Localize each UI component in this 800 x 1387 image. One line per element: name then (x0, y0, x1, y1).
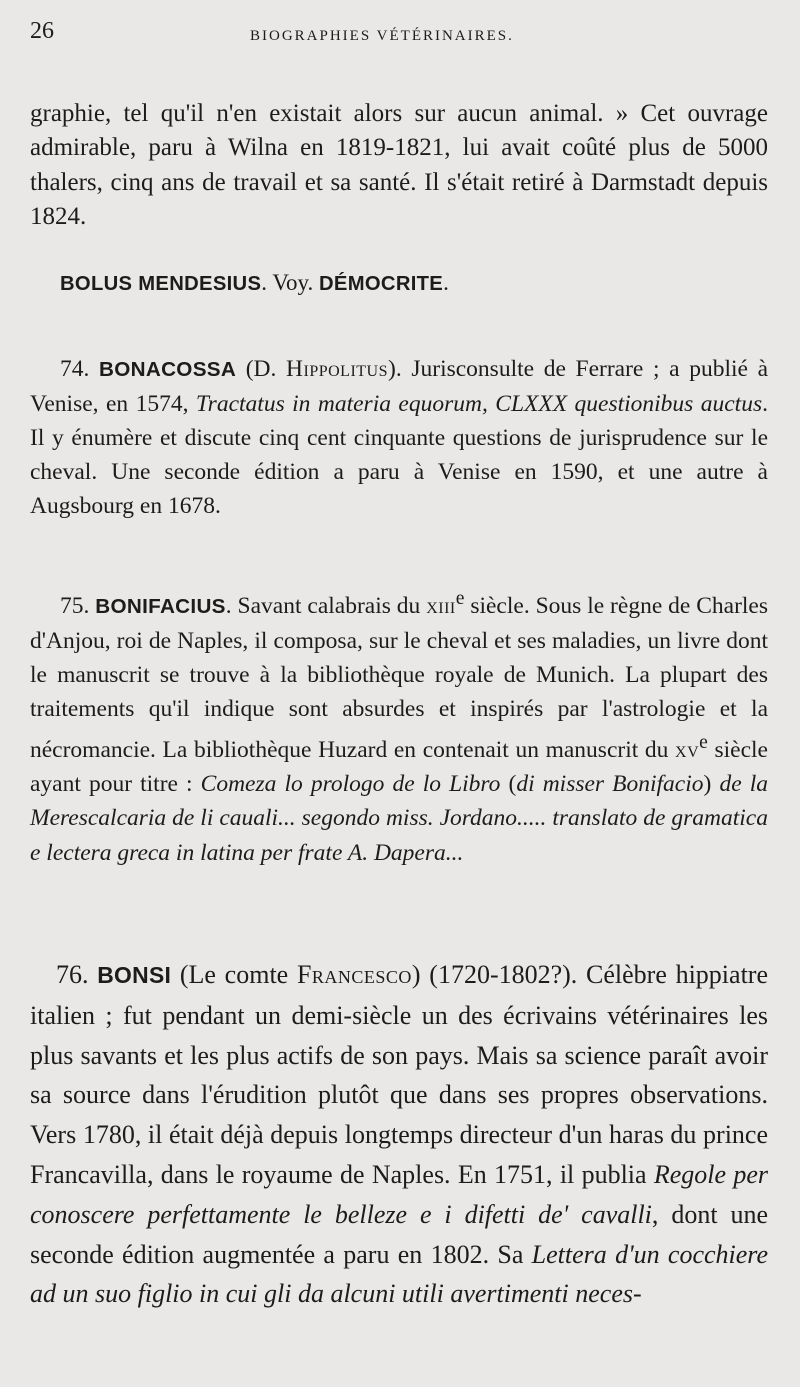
page-header (30, 18, 770, 48)
work-title: Comeza lo prologo de lo Libro (200, 771, 501, 798)
continued-paragraph: graphie, tel qu'il n'en existait alors sur aucun animal. » Cet ouvrage admirable, paru à Wilna en 1819-1821, lui avait coûté plus de 5000 thalers, cinq ans de travail et sa santé. Il s'était retiré à Darmstadt depuis 1824. (30, 100, 768, 231)
page-number: 26 (30, 18, 54, 44)
cross-reference-label: . Voy. (261, 270, 319, 295)
work-title: Regole per conoscere perfettamente le belleze e i difetti de' cavalli (30, 1159, 768, 1229)
entry-75-bonifacius: 75. BONIFACIUS. Savant calabrais du xiii$^e$ siècle. Sous le règne de Charles d'Anjou, roi de Naples, il composa, sur le cheval et ses maladies, un livre dont le manuscrit se trouve à la bibliothèque royale de Munich. La plupart des traitements qu'il indique sont absurdes et inspirés par l'astrologie et la nécromancie. La bibliothèque Huzard en contenait un manuscrit du $xv^e$ siècle ayant pour titre : Comeza lo prologo de lo Libro (di misser Bonifacio) de la Merescalcaria de li cauali... segondo miss. Jordano..... translato de gramatica e lectera greca in latina per frate A. Dapera... (30, 587, 769, 866)
cross-reference-target: DÉMOCRITE (319, 273, 444, 295)
work-title: Tractatus in materia equorum, CLXXX questionibus auctus (195, 390, 763, 417)
work-title: Lettera d'un cocchiere ad un suo figlio in cui gli da alcuni utili avertimenti neces- (30, 1239, 768, 1309)
cross-reference-bolus: BOLUS MENDESIUS. Voy. DÉMOCRITE. (60, 270, 449, 295)
entry-number: 76. (56, 960, 98, 989)
work-title: de la Merescalcaria de li cauali... segondo miss. Jordano..... translato de gramatica e lectera greca in latina per frate A. Dapera... (30, 771, 768, 866)
given-name: Hippolitus (286, 355, 389, 382)
entry-name: BOLUS MENDESIUS (60, 273, 262, 295)
entry-74-bonacossa: 74. BONACOSSA (D. Hippolitus). Jurisconsulte de Ferrare ; a publié à Venise, en 1574, Tractatus in materia equorum, CLXXX questionibus auctus. Il y énumère et discute cinq cent cinquante questions de jurisprudence sur le cheval. Une seconde édition a paru à Venise en 1590, et une autre à Augsbourg en 1678. (30, 355, 769, 520)
entry-number: 74. (60, 355, 100, 382)
work-title: di misser Bonifacio (516, 771, 704, 798)
running-title: BIOGRAPHIES VÉTÉRINAIRES. (250, 28, 514, 44)
entry-76-bonsi: 76. BONSI (Le comte Francesco) (1720-1802?). Célèbre hippiatre italien ; fut pendant un demi-siècle un des écrivains vétérinaires les plus savants et les plus actifs de son pays. Mais sa science paraît avoir sa source dans l'érudition plutôt que dans ses propres observations. Vers 1780, il était déjà depuis longtemps directeur d'un haras du prince Francavilla, dans le royaume de Naples. En 1751, il publia Regole per conoscere perfettamente le belleze e i difetti de' cavalli, dont une seconde édition augmentée a paru en 1802. Sa Lettera d'un cocchiere ad un suo figlio in cui gli da alcuni utili avertimenti neces- (30, 960, 768, 1309)
entry-number: 75. (60, 592, 96, 619)
century-numeral: xv (675, 736, 700, 763)
entry-name: BONIFACIUS (95, 594, 226, 618)
entry-name: BONSI (97, 962, 172, 988)
entry-name: BONACOSSA (99, 357, 237, 381)
given-name: Francesco (296, 960, 412, 989)
century-numeral: xiii (426, 592, 456, 619)
